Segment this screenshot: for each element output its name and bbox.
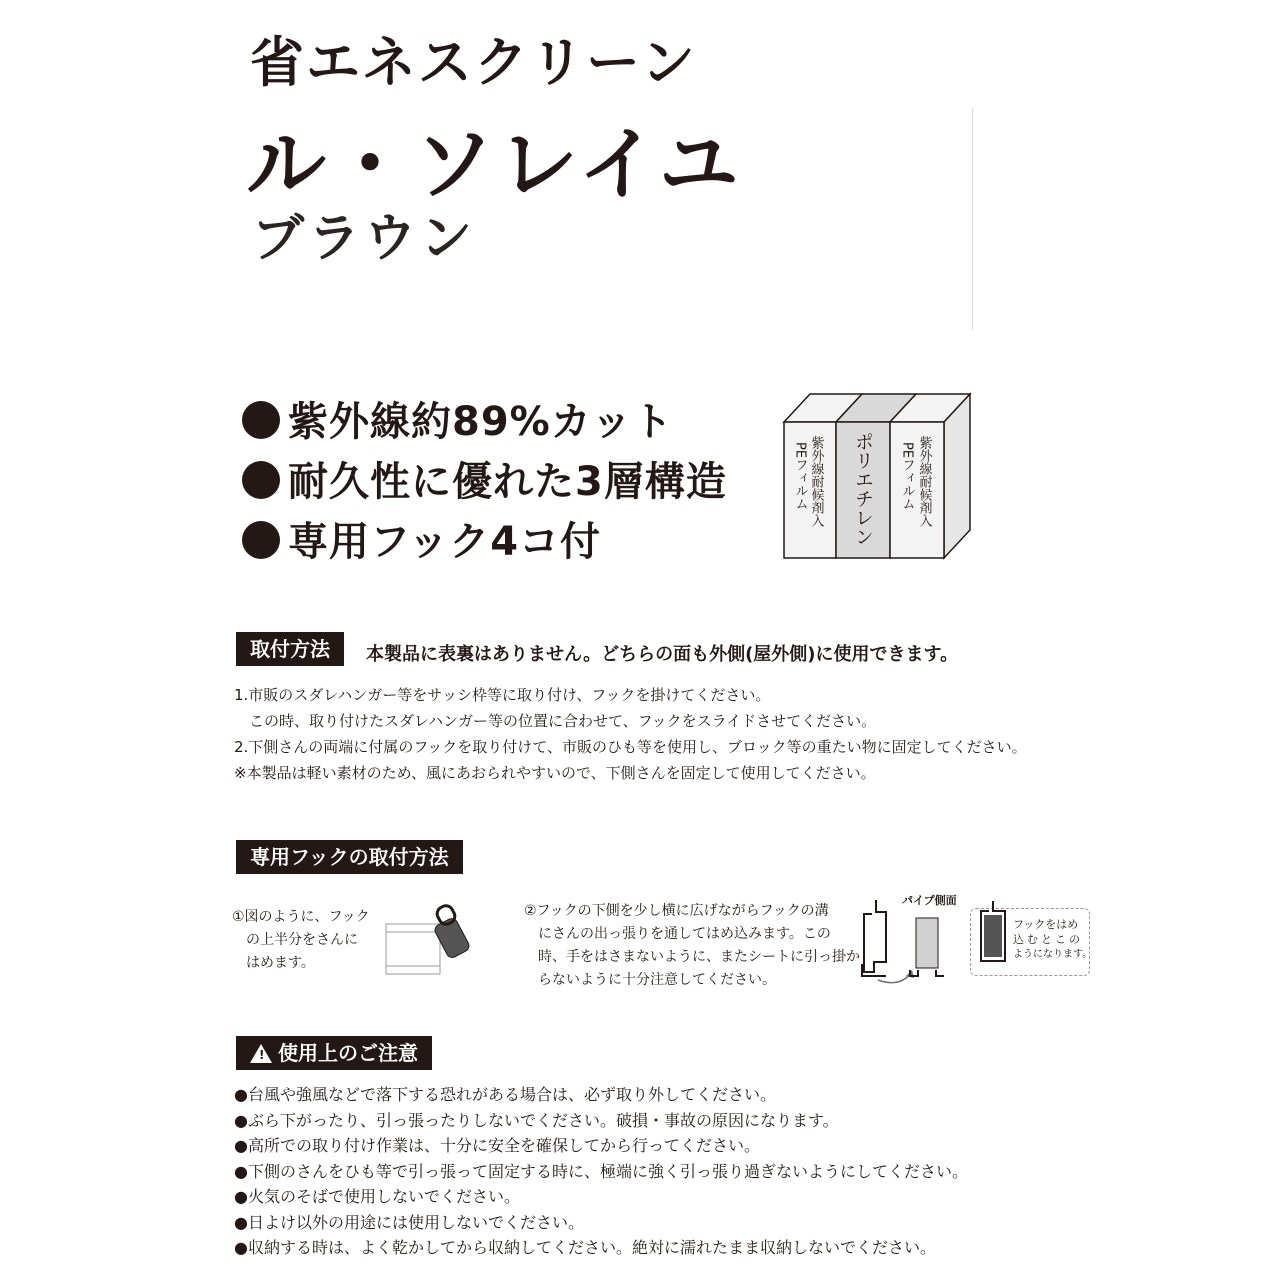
hook-step1-line: はめます。 [232,955,315,971]
caution-item: ●高所での取り付け作業は、十分に安全を確保してから行ってください。 [234,1136,760,1155]
hook-result-line: ようになります。 [1013,949,1093,960]
hook-result-text [1013,917,1092,962]
install-steps [234,682,1027,786]
caution-item: ●収納する時は、よく乾かしてから収納してください。絶対に濡れたまま収納しないでください。 [234,1238,936,1257]
caution-item: ●下側のさんをひも等で引っ張って固定する時に、極端に強く引っ張り過ぎないようにしてください。 [234,1161,968,1181]
caution-list [234,1082,968,1261]
install-step: ※本製品は軽い素材のため、風にあおられやすいので、下側さんを固定して使用してください。 [234,764,876,782]
caution-header [236,1036,432,1070]
install-note: 本製品に表裏はありません。どちらの面も外側(屋外側)に使用できます。 [366,644,959,665]
hook-result-illustration [975,897,1011,973]
caution-header-label: 使用上のご注意 [278,1041,418,1065]
product-color-title: ブラウン [252,209,477,269]
feature-item [242,452,727,512]
caution-item: ●台風や強風などで落下する恐れがある場合は、必ず取り外してください。 [234,1085,776,1104]
layer-label-right-1: 紫外線耐候剤入 [916,436,932,527]
product-name-title: ル・ソレイユ [246,118,743,211]
layer-label-left-2: PEフィルム [792,442,808,511]
divider-line [972,108,973,330]
bullet-icon [242,401,280,439]
layer-side-face [944,394,970,558]
layer-label-middle: ポリエチレン [852,432,874,546]
hook-result-line: フックをはめ [1013,918,1079,931]
install-step: この時、取り付けたスダレハンガー等の位置に合わせて、フックをスライドさせてください。 [234,712,877,730]
feature-list [242,392,727,572]
hook-step2-text [524,900,860,992]
caution-item: ●火気のそばで使用しないでください。 [234,1187,520,1206]
install-step: 1.市販のスダレハンガー等をサッシ枠等に取り付け、フックを掛けてください。 [234,686,771,704]
hook-header: 専用フックの取付方法 [236,840,463,874]
feature-item [242,512,727,572]
hook-result-line: 込むとこの [1013,933,1083,946]
layer-label-right-2: PEフィルム [899,442,915,511]
bullet-icon [242,461,280,499]
hook-step2-line: らないように十分注意してください。 [524,972,776,988]
hook-result-box [970,908,1093,976]
layer-label-left-1: 紫外線耐候剤入 [808,436,824,527]
pipe-side-label: パイプ側面 [902,894,957,907]
feature-text: 紫外線約89%カット [288,399,674,445]
feature-text: 専用フック4コ付 [288,519,602,565]
hook-step1-text [232,906,370,975]
hook-step1-illustration [382,900,482,978]
warning-icon: ! [250,1044,272,1063]
feature-item [242,392,727,452]
hook-step2-line: にさんの出っ張りを通してはめ込みます。この [524,926,831,942]
product-category-title: 省エネスクリーン [250,31,697,94]
caution-item: ●ぶら下がったり、引っ張ったりしないでください。破損・事故の原因になります。 [234,1110,839,1130]
hook-step1-line: ①図のように、フック [232,909,370,925]
bullet-icon [242,521,280,559]
install-header: 取付方法 [236,632,344,666]
hook-step1-line: の上半分をさんに [232,932,358,948]
hook-step2-line: ②フックの下側を少し横に広げながらフックの溝 [524,903,829,919]
caution-item: ●日よけ以外の用途には使用しないでください。 [234,1212,584,1232]
hook-step2-line: 時、手をはさまないように、またシートに引っ掛か [524,949,860,965]
install-step: 2.下側さんの両端に付属のフックを取り付けて、市販のひも等を使用し、ブロック等の重たい物に固定してください。 [234,738,1027,756]
layer-structure-diagram [780,390,980,562]
feature-text: 耐久性に優れた3層構造 [288,459,727,505]
